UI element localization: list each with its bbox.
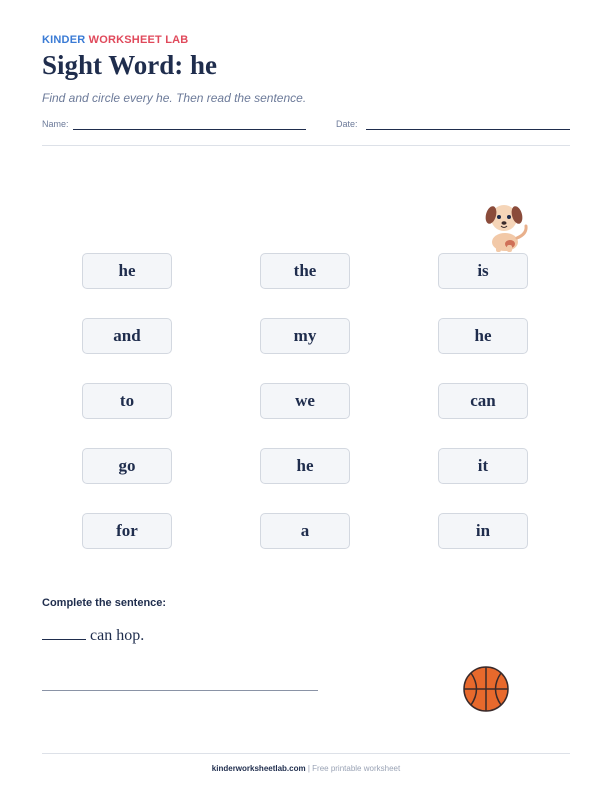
word-tile[interactable]: he — [438, 318, 528, 354]
word-tile[interactable]: my — [260, 318, 350, 354]
section-heading: Complete the sentence: — [42, 597, 167, 609]
page-title: Sight Word: he — [42, 50, 218, 80]
word-tile[interactable]: the — [260, 253, 350, 289]
footer-tagline: Free printable worksheet — [312, 764, 401, 773]
sentence — [42, 627, 144, 645]
word-tile[interactable]: we — [260, 383, 350, 419]
footer — [0, 764, 612, 773]
footer-divider — [42, 753, 570, 754]
writing-line[interactable] — [42, 690, 318, 691]
puppy-icon — [482, 198, 534, 252]
word-tile[interactable]: can — [438, 383, 528, 419]
instructions: Find and circle every he. Then read the sentence. — [42, 91, 307, 105]
name-field[interactable] — [73, 129, 306, 130]
name-label: Name: — [42, 119, 69, 129]
brand-logo — [42, 34, 188, 46]
date-field[interactable] — [366, 129, 570, 130]
word-tile[interactable]: is — [438, 253, 528, 289]
brand-part-2: WORKSHEET LAB — [88, 34, 189, 46]
word-tile[interactable]: for — [82, 513, 172, 549]
footer-separator: | — [305, 764, 313, 773]
footer-site: kinderworksheetlab.com — [211, 764, 306, 773]
date-label: Date: — [336, 119, 358, 129]
word-tile[interactable]: to — [82, 383, 172, 419]
word-tile[interactable]: a — [260, 513, 350, 549]
basketball-icon — [462, 665, 510, 713]
sentence-text: can hop. — [90, 627, 145, 644]
word-tile[interactable]: he — [82, 253, 172, 289]
word-tile[interactable]: and — [82, 318, 172, 354]
word-tile[interactable]: in — [438, 513, 528, 549]
word-tile[interactable]: he — [260, 448, 350, 484]
brand-part-1: KINDER — [42, 34, 86, 46]
sentence-blank[interactable] — [42, 627, 86, 640]
word-tile[interactable]: go — [82, 448, 172, 484]
header-divider — [42, 145, 570, 146]
word-tile[interactable]: it — [438, 448, 528, 484]
